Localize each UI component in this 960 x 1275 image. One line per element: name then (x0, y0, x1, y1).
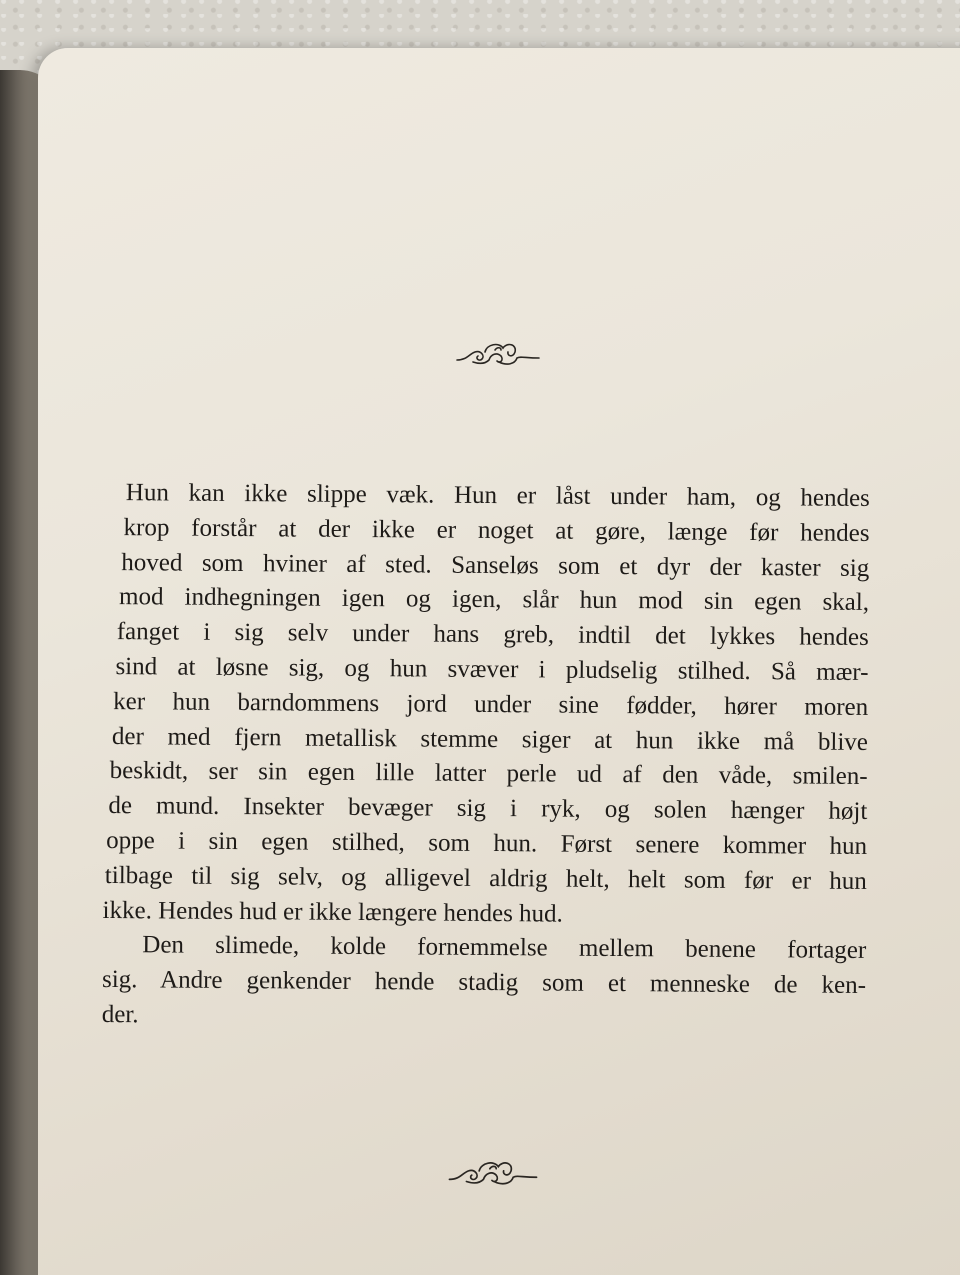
text-line: tilbage til sig selv, og alligevel aldrig helt, helt som før er hun (104, 861, 867, 895)
cloud-ornament-icon (447, 1156, 539, 1190)
text-line: sind at løsne sig, og hun svæver i pludselig stilhed. Så mær- (115, 653, 869, 686)
text-line: krop forstår at der ikke er noget at gøre, længe før hendes (123, 513, 870, 547)
cloud-ornament-icon (455, 338, 541, 370)
text-line: de mund. Insekter bevæger sig i ryk, og solen hænger højt (108, 792, 868, 826)
text-line: ikke. Hendes hud er ikke længere hendes hud. (102, 896, 563, 928)
text-line: hoved som hviner af sted. Sanseløs som et dyr der kaster sig (121, 548, 870, 582)
text-line: Den slimede, kolde fornemmelse mellem benene fortager (142, 931, 867, 965)
text-line: der med fjern metallisk stemme siger at hun ikke må blive (111, 722, 869, 756)
text-line: Hun kan ikke slippe væk. Hun er låst under ham, og hendes (125, 479, 870, 512)
text-line: der. (101, 1000, 139, 1029)
text-line: sig. Andre genkender hende stadig som et menneske de ken- (101, 966, 867, 1000)
text-line: fanget i sig selv under hans greb, indtil det lykkes hendes (116, 618, 869, 652)
text-line: mod indhegningen igen og igen, slår hun mod sin egen skal, (118, 583, 870, 617)
text-line: ker hun barndommens jord under sine fødder, hører moren (113, 687, 869, 721)
body-text (102, 476, 870, 1039)
text-line: beskidt, ser sin egen lille latter perle ud af den våde, smilen- (109, 757, 868, 791)
text-line: oppe i sin egen stilhed, som hun. Først senere kommer hun (106, 826, 868, 860)
